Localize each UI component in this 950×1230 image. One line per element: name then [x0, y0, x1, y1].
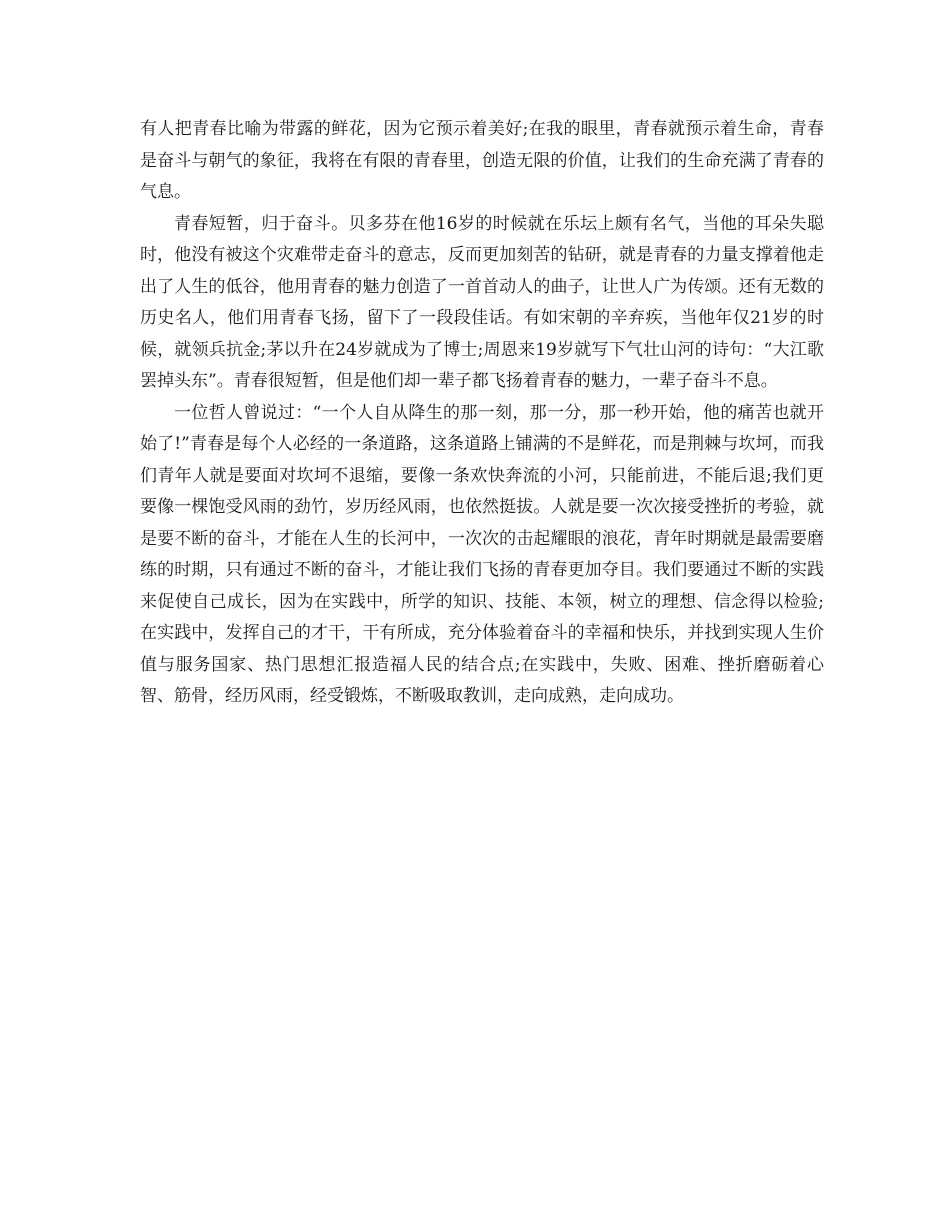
document-body [140, 114, 824, 713]
paragraph-3: 一位哲人曾说过：“一个人自从降生的那一刻，那一分，那一秒开始，他的痛苦也就开始了!”青春是每个人必经的一条道路，这条道路上铺满的不是鲜花，而是荆棘与坎坷，而我们青年人就是要面对坎坷不退缩，要像一条欢快奔流的小河，只能前进，不能后退;我们更要像一棵饱受风雨的劲竹，岁历经风雨，也依然挺拔。人就是要一次次接受挫折的考验，就是要不断的奋斗，才能在人生的长河中，一次次的击起耀眼的浪花，青年时期就是最需要磨练的时期，只有通过不断的奋斗，才能让我们飞扬的青春更加夺目。我们要通过不断的实践来促使自己成长，因为在实践中，所学的知识、技能、本领，树立的理想、信念得以检验;在实践中，发挥自己的才干，干有所成，充分体验着奋斗的幸福和快乐，并找到实现人生价值与服务国家、热门思想汇报造福人民的结合点;在实践中，失败、困难、挫折磨砺着心智、筋骨，经历风雨，经受锻炼，不断吸取教训，走向成熟，走向成功。 [140, 402, 824, 706]
paragraph-1: 有人把青春比喻为带露的鲜花，因为它预示着美好;在我的眼里，青春就预示着生命，青春是奋斗与朝气的象征，我将在有限的青春里，创造无限的价值，让我们的生命充满了青春的气息。 [140, 119, 824, 202]
paragraph-2: 青春短暂，归于奋斗。贝多芬在他16岁的时候就在乐坛上颇有名气，当他的耳朵失聪时，他没有被这个灾难带走奋斗的意志，反而更加刻苦的钻研，就是青春的力量支撑着他走出了人生的低谷，他用青春的魅力创造了一首首动人的曲子，让世人广为传颂。还有无数的历史名人，他们用青春飞扬，留下了一段段佳话。有如宋朝的辛弃疾，当他年仅21岁的时候，就领兵抗金;茅以升在24岁就成为了博士;周恩来19岁就写下气壮山河的诗句：“大江歌罢掉头东”。青春很短暂，但是他们却一辈子都飞扬着青春的魅力，一辈子奋斗不息。 [140, 213, 824, 391]
